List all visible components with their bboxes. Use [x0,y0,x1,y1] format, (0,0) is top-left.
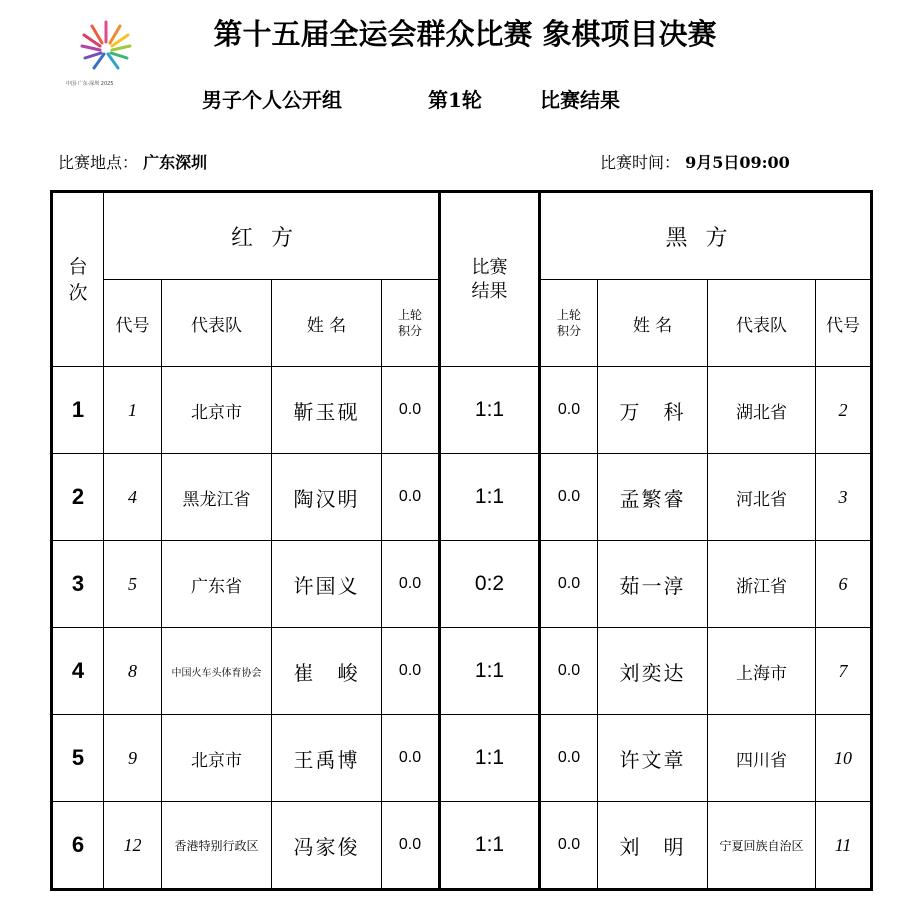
table-row [52,367,872,454]
table-row [52,454,872,541]
time-value: 9月5日09:00 [685,153,790,172]
venue-line [58,150,207,173]
red-player: 崔 峻 [272,628,382,715]
black-side-header [540,192,872,280]
venue-value: 广东深圳 [143,153,208,172]
black-team: 上海市 [708,628,816,715]
black-player: 孟繁睿 [598,454,708,541]
red-code-header-label: 代号 [115,315,150,336]
black-code: 11 [816,802,872,890]
black-prev-score: 0.0 [540,541,598,628]
black-prev-score: 0.0 [540,628,598,715]
black-code: 7 [816,628,872,715]
red-score-header [382,280,440,367]
red-team: 广东省 [162,541,272,628]
black-player: 万 科 [598,367,708,454]
board-number: 5 [52,715,104,802]
red-code: 1 [104,367,162,454]
match-result: 1:1 [440,454,540,541]
black-player: 刘 明 [598,802,708,890]
black-code-header [816,280,872,367]
venue-label: 比赛地点： [58,153,139,172]
red-team: 中国火车头体育协会 [162,628,272,715]
black-code: 10 [816,715,872,802]
black-prev-score: 0.0 [540,802,598,890]
red-team: 黑龙江省 [162,454,272,541]
board-number: 6 [52,802,104,890]
red-score-header-label: 上轮积分 [398,308,423,338]
board-number: 2 [52,454,104,541]
red-prev-score: 0.0 [382,367,440,454]
red-team-header [162,280,272,367]
black-team-header-label: 代表队 [736,315,788,336]
page-title: 第十五届全运会群众比赛 象棋项目决赛 [213,17,717,51]
black-name-header [598,280,708,367]
match-result: 1:1 [440,802,540,890]
red-player: 冯家俊 [272,802,382,890]
black-name-header-label: 姓 名 [632,315,673,336]
time-label: 比赛时间： [600,153,681,172]
black-code: 2 [816,367,872,454]
group-label: 男子个人公开组 [202,88,342,112]
red-prev-score: 0.0 [382,802,440,890]
black-prev-score: 0.0 [540,715,598,802]
red-side-label: 红方 [231,225,312,251]
time-line [600,150,790,173]
board-header-label: 台次 [68,255,88,304]
table-row [52,628,872,715]
black-player: 茹一淳 [598,541,708,628]
black-player: 许文章 [598,715,708,802]
board-header [52,192,104,367]
board-number: 3 [52,541,104,628]
round-label: 第1轮 [428,88,482,112]
red-team: 香港特别行政区 [162,802,272,890]
red-prev-score: 0.0 [382,628,440,715]
red-code: 12 [104,802,162,890]
red-team-header-label: 代表队 [191,315,242,336]
red-name-header [272,280,382,367]
board-number: 4 [52,628,104,715]
red-side-header [104,192,440,280]
red-prev-score: 0.0 [382,454,440,541]
black-team-header [708,280,816,367]
result-title: 比赛结果 [540,88,620,112]
results-table [50,190,873,891]
black-prev-score: 0.0 [540,367,598,454]
logo-caption: 中国·广东·深圳 2025 [66,81,114,87]
red-code: 4 [104,454,162,541]
red-prev-score: 0.0 [382,541,440,628]
result-header-label: 比赛结果 [471,256,508,302]
red-code: 9 [104,715,162,802]
red-player: 靳玉砚 [272,367,382,454]
black-code-header-label: 代号 [826,315,861,336]
match-result: 1:1 [440,628,540,715]
table-row [52,715,872,802]
table-row [52,802,872,890]
black-team: 宁夏回族自治区 [708,802,816,890]
red-team: 北京市 [162,367,272,454]
black-side-label: 黑方 [665,225,746,251]
result-header [440,192,540,367]
black-score-header-label: 上轮积分 [557,308,582,338]
table-row [52,541,872,628]
black-prev-score: 0.0 [540,454,598,541]
red-code-header [104,280,162,367]
match-result: 1:1 [440,367,540,454]
black-team: 浙江省 [708,541,816,628]
match-result: 1:1 [440,715,540,802]
red-player: 许国义 [272,541,382,628]
black-code: 6 [816,541,872,628]
red-prev-score: 0.0 [382,715,440,802]
red-code: 8 [104,628,162,715]
black-code: 3 [816,454,872,541]
black-score-header [540,280,598,367]
black-team: 四川省 [708,715,816,802]
board-number: 1 [52,367,104,454]
match-result: 0:2 [440,541,540,628]
red-code: 5 [104,541,162,628]
black-team: 湖北省 [708,367,816,454]
black-player: 刘奕达 [598,628,708,715]
red-team: 北京市 [162,715,272,802]
red-player: 王禹博 [272,715,382,802]
red-name-header-label: 姓 名 [306,315,347,336]
black-team: 河北省 [708,454,816,541]
red-player: 陶汉明 [272,454,382,541]
